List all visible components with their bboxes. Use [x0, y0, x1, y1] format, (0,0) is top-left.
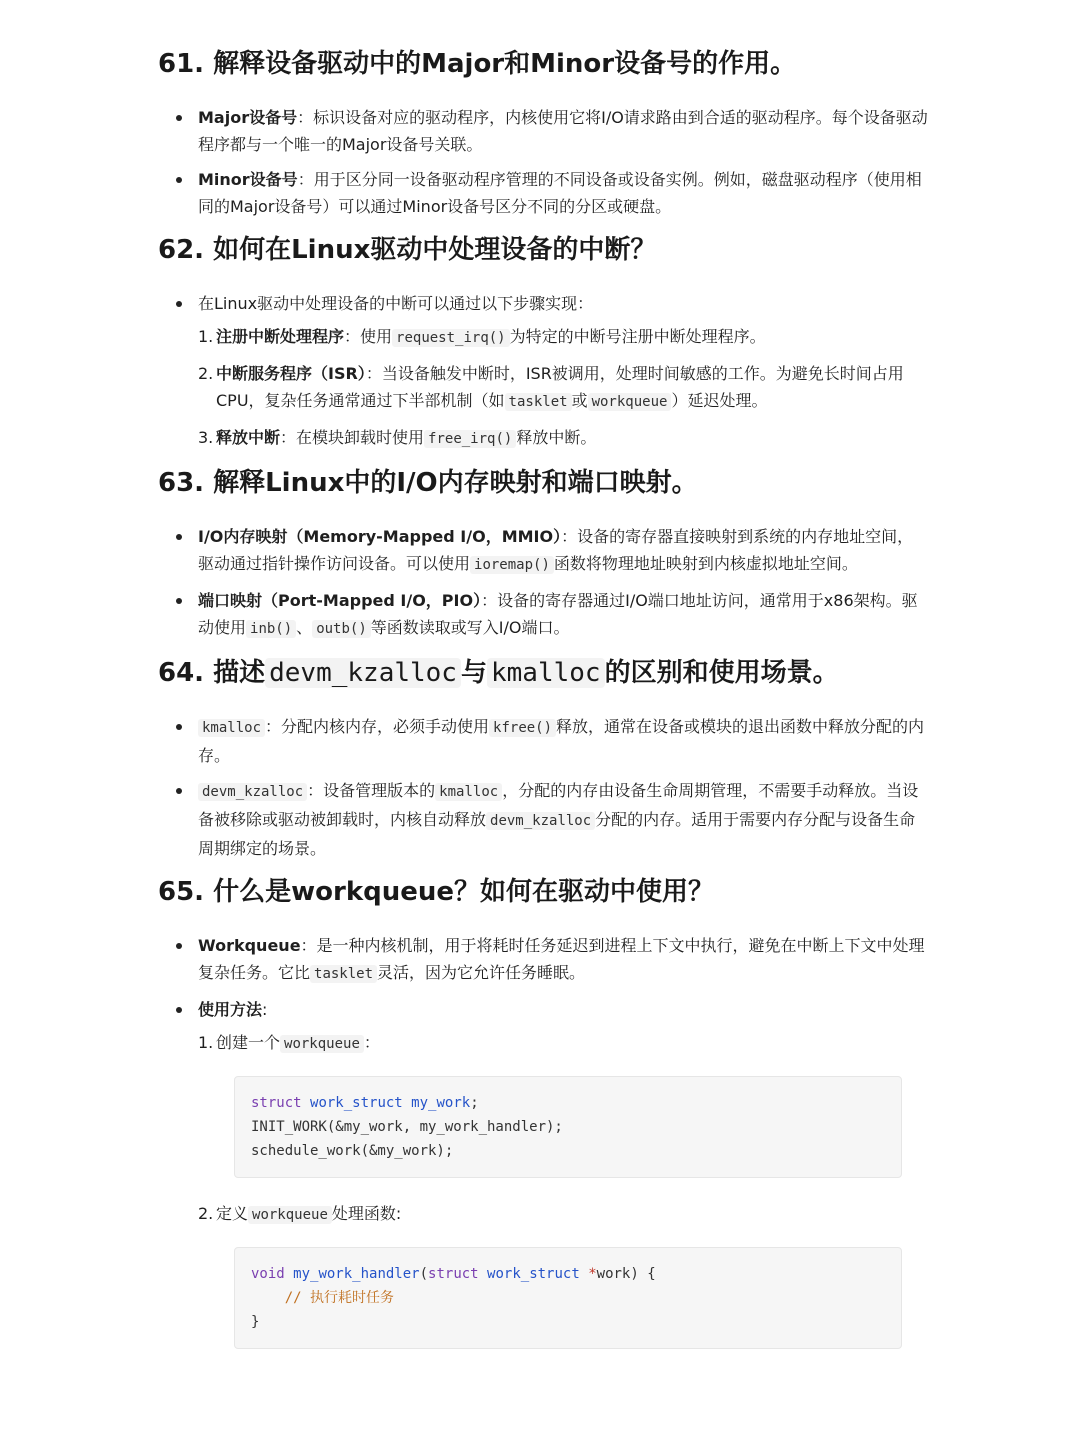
kmalloc-text: 释放，通常在设备或模块的退出函数中释放分配的内存。: [198, 717, 925, 765]
step-label: 注册中断处理程序: [216, 327, 345, 346]
title-text: 64. 描述: [158, 658, 266, 688]
pio-text: ：设备的寄存器通过I/O端口地址访问，通常用于x86架构。驱动使用: [198, 591, 918, 637]
section-62-title: 62. 如何在Linux驱动中处理设备的中断？: [158, 235, 657, 265]
inline-code: tasklet: [505, 393, 572, 411]
code-type: work_struct: [310, 1095, 403, 1111]
step-text: 为特定的中断号注册中断处理程序。: [509, 327, 766, 346]
section-64-title: [158, 653, 928, 693]
list-item: [158, 523, 928, 579]
kmalloc-text: ：分配内核内存，必须手动使用: [265, 717, 490, 736]
inline-code: workqueue: [588, 393, 672, 411]
major-text: ：标识设备对应的驱动程序，内核使用它将I/O请求路由到合适的驱动程序。每个设备驱动程序都与一个唯一的Major设备号关联。: [198, 108, 928, 154]
section-61: [158, 44, 928, 220]
usage-colon: :: [262, 1000, 268, 1019]
list-item: [158, 932, 928, 988]
workqueue-text: ：是一种内核机制，用于将耗时任务延迟到进程上下文中执行，避免在中断上下文中处理复杂任务。它比: [198, 936, 925, 982]
step-number: 1.: [198, 327, 214, 346]
pio-text: 、: [296, 618, 313, 637]
mmio-text: ：设备的寄存器直接映射到系统的内存地址空间，驱动通过指针操作访问设备。可以使用: [198, 527, 914, 573]
inline-code: kfree(): [489, 719, 556, 737]
title-code: kmalloc: [487, 658, 605, 688]
code-punct: ;: [470, 1095, 479, 1111]
step-number: 1.: [198, 1033, 214, 1052]
inline-code: inb(): [246, 620, 296, 638]
step-text: 创建一个: [216, 1033, 281, 1052]
devm-text: ，分配的内存由设备生命周期管理，不需要手动释放。当设备被移除或驱动被卸载时，内核自动释放: [198, 781, 919, 829]
section-62: [158, 230, 928, 453]
step-text: ：: [363, 1033, 380, 1052]
code-type: work_struct: [487, 1266, 580, 1282]
code-operator: *: [588, 1266, 597, 1282]
step-text: 或: [571, 391, 588, 410]
inline-code: request_irq(): [392, 329, 510, 347]
devm-text: 分配的内存。适用于需要内存分配与设备生命周期绑定的场景。: [198, 810, 916, 858]
code-keyword: struct: [251, 1095, 302, 1111]
section-64: [158, 653, 928, 862]
code-line: [251, 1091, 885, 1115]
inline-code: devm_kzalloc: [486, 812, 595, 830]
code-block-create: [234, 1076, 902, 1178]
usage-label: 使用方法: [198, 1000, 263, 1019]
major-label: Major设备号: [198, 108, 298, 127]
code-keyword: struct: [428, 1266, 479, 1282]
code-line: schedule_work(&my_work);: [251, 1143, 454, 1159]
step-item: [198, 1029, 928, 1178]
list-item: [158, 166, 928, 220]
list-item: [158, 587, 928, 643]
workqueue-label: Workqueue: [198, 936, 301, 955]
list-item: [158, 290, 928, 453]
step-number: 2.: [198, 364, 214, 383]
step-text: 定义: [216, 1204, 249, 1223]
code-var: my_work: [411, 1095, 471, 1111]
code-line: INIT_WORK(&my_work, my_work_handler);: [251, 1119, 563, 1135]
inline-code: free_irq(): [424, 430, 516, 448]
code-function: my_work_handler: [293, 1266, 420, 1282]
section-65-steps: [198, 1029, 928, 1349]
step-item: [198, 424, 928, 453]
workqueue-text: 灵活，因为它允许任务睡眠。: [377, 963, 586, 982]
step-number: 3.: [198, 428, 214, 447]
inline-code: outb(): [312, 620, 371, 638]
pio-label: 端口映射（Port-Mapped I/O，PIO）: [198, 591, 482, 610]
section-65: [158, 872, 928, 1349]
mmio-text: 函数将物理地址映射到内核虚拟地址空间。: [553, 554, 858, 573]
section-63-title: 63. 解释Linux中的I/O内存映射和端口映射。: [158, 468, 698, 498]
section-62-list: [158, 290, 928, 453]
section-62-steps: [198, 323, 928, 453]
step-item: [198, 323, 928, 352]
inline-code: ioremap(): [470, 556, 554, 574]
code-comment: // 执行耗时任务: [284, 1290, 395, 1306]
section-62-intro: 在Linux驱动中处理设备的中断可以通过以下步骤实现：: [198, 294, 594, 313]
section-61-title: 61. 解释设备驱动中的Major和Minor设备号的作用。: [158, 49, 797, 79]
code-text: work) {: [596, 1266, 656, 1282]
list-item: [158, 777, 928, 862]
step-text: 释放中断。: [516, 428, 597, 447]
inline-code: workqueue: [280, 1035, 364, 1053]
section-61-list: [158, 104, 928, 220]
code-keyword: void: [251, 1266, 285, 1282]
inline-code: workqueue: [248, 1206, 332, 1224]
section-63-list: [158, 523, 928, 643]
section-63: [158, 463, 928, 643]
section-65-list: [158, 932, 928, 1349]
code-line: }: [251, 1314, 260, 1330]
step-text: ：在模块卸载时使用: [280, 428, 425, 447]
step-text: ：当设备触发中断时，ISR被调用，处理时间敏感的工作。为避免长时间占用CPU，复杂任务通常通过下半部机制（如: [216, 364, 904, 410]
pio-text: 等函数读取或写入I/O端口。: [370, 618, 570, 637]
step-item: [198, 1200, 928, 1349]
devm-text: ：设备管理版本的: [307, 781, 436, 800]
step-text: 处理函数:: [331, 1204, 402, 1223]
step-item: [198, 360, 928, 416]
section-65-title: 65. 什么是workqueue？如何在驱动中使用？: [158, 877, 715, 907]
list-item: [158, 996, 928, 1349]
inline-code: devm_kzalloc: [198, 783, 307, 801]
mmio-label: I/O内存映射（Memory-Mapped I/O，MMIO）: [198, 527, 562, 546]
minor-label: Minor设备号: [198, 170, 298, 189]
inline-code: kmalloc: [435, 783, 502, 801]
minor-text: ：用于区分同一设备驱动程序管理的不同设备或设备实例。例如，磁盘驱动程序（使用相同的Major设备号）可以通过Minor设备号区分不同的分区或硬盘。: [198, 170, 922, 216]
code-punct: (: [419, 1266, 429, 1282]
step-text: ）延迟处理。: [671, 391, 768, 410]
list-item: [158, 104, 928, 158]
title-text: 的区别和使用场景。: [604, 658, 839, 688]
step-label: 中断服务程序（ISR）: [216, 364, 366, 383]
inline-code: kmalloc: [198, 719, 265, 737]
step-number: 2.: [198, 1204, 214, 1223]
step-text: ：使用: [344, 327, 393, 346]
title-code: devm_kzalloc: [265, 658, 461, 688]
code-line: [251, 1286, 885, 1310]
step-label: 释放中断: [216, 428, 281, 447]
code-block-handler: [234, 1247, 902, 1349]
code-line: [251, 1262, 885, 1286]
list-item: [158, 713, 928, 769]
title-text: 与: [460, 658, 487, 688]
section-64-list: [158, 713, 928, 862]
inline-code: tasklet: [310, 965, 377, 983]
document-content: [158, 44, 928, 1371]
